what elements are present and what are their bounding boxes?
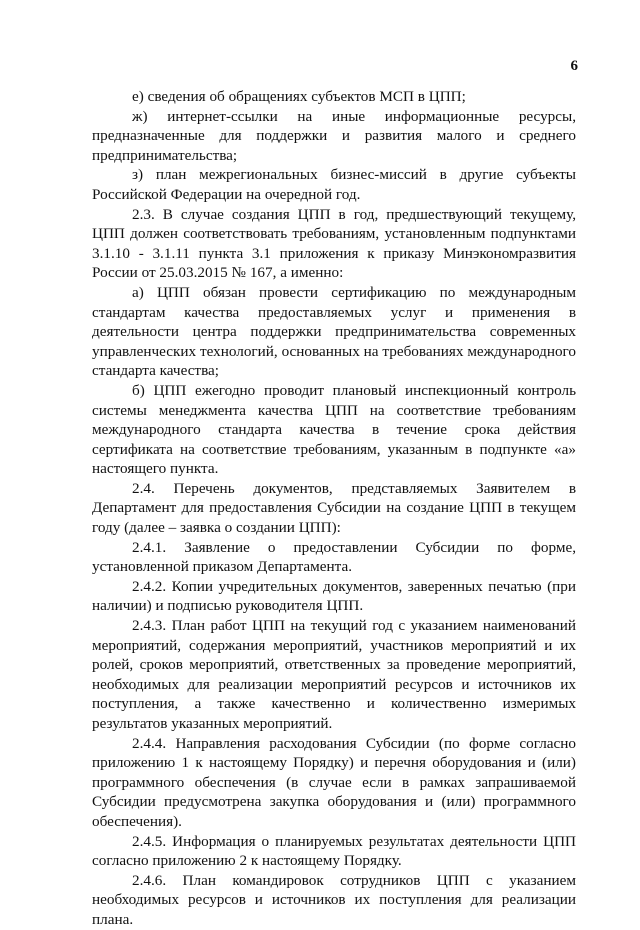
page-number: 6	[570, 58, 578, 74]
clause-2-4: 2.4. Перечень документов, представляемых Заявителем в Департамент для предоставления Субсидии на создание ЦПП в текущем году (далее – заявка о создании ЦПП):	[92, 479, 576, 537]
clause-2-4-4: 2.4.4. Направления расходования Субсидии (по форме согласно приложению 1 к настоящему Порядку) и перечня оборудования и (или) программного обеспечения (в случае если в рамках запрашиваемой Субсидии предусмотрена закупка оборудования и (или) программного обеспечения).	[92, 734, 576, 830]
list-item-e: е) сведения об обращениях субъектов МСП в ЦПП;	[132, 88, 466, 105]
clause-2-4-5: 2.4.5. Информация о планируемых результатах деятельности ЦПП согласно приложению 2 к настоящему Порядку.	[92, 832, 576, 870]
clause-2-3-b: б) ЦПП ежегодно проводит плановый инспекционный контроль системы менеджмента качества ЦПП на соответствие требованиям международного стандарта качества в течение срока действия сертификата на соответствие требованиям, указанным в подпункте «а» настоящего пункта.	[92, 381, 576, 478]
clause-2-4-2: 2.4.2. Копии учредительных документов, заверенных печатью (при наличии) и подписью руководителя ЦПП.	[92, 577, 576, 615]
clause-2-4-1: 2.4.1. Заявление о предоставлении Субсидии по форме, установленной приказом Департамента.	[92, 538, 576, 576]
list-item-zh: ж) интернет-ссылки на иные информационные ресурсы, предназначенные для поддержки и развития малого и среднего предпринимательства;	[92, 107, 576, 164]
clause-2-4-3: 2.4.3. План работ ЦПП на текущий год с указанием наименований мероприятий, содержания мероприятий, участников мероприятий и их ролей, сроков мероприятий, ответственных за проведение мероприятий, необходимых для реализации мероприятий ресурсов и источников их поступления, а также качественно и количественно измеримых результатов указанных мероприятий.	[92, 617, 576, 732]
clause-2-4-6: 2.4.6. План командировок сотрудников ЦПП с указанием необходимых ресурсов и источников их поступления для реализации плана.	[92, 871, 576, 928]
document-body	[92, 87, 576, 930]
list-item-z: з) план межрегиональных бизнес-миссий в другие субъекты Российской Федерации на очередной год.	[92, 166, 576, 203]
clause-2-3: 2.3. В случае создания ЦПП в год, предшествующий текущему, ЦПП должен соответствовать требованиям, установленным подпунктами 3.1.10 - 3.1.11 пункта 3.1 приложения к приказу Минэкономразвития России от 25.03.2015 № 167, а именно:	[92, 205, 576, 282]
clause-2-3-a: а) ЦПП обязан провести сертификацию по международным стандартам качества предоставляемых услуг и применения в деятельности центра поддержки предпринимательства современных управленческих технологий, основанных на требованиях международного стандарта качества;	[92, 283, 576, 380]
